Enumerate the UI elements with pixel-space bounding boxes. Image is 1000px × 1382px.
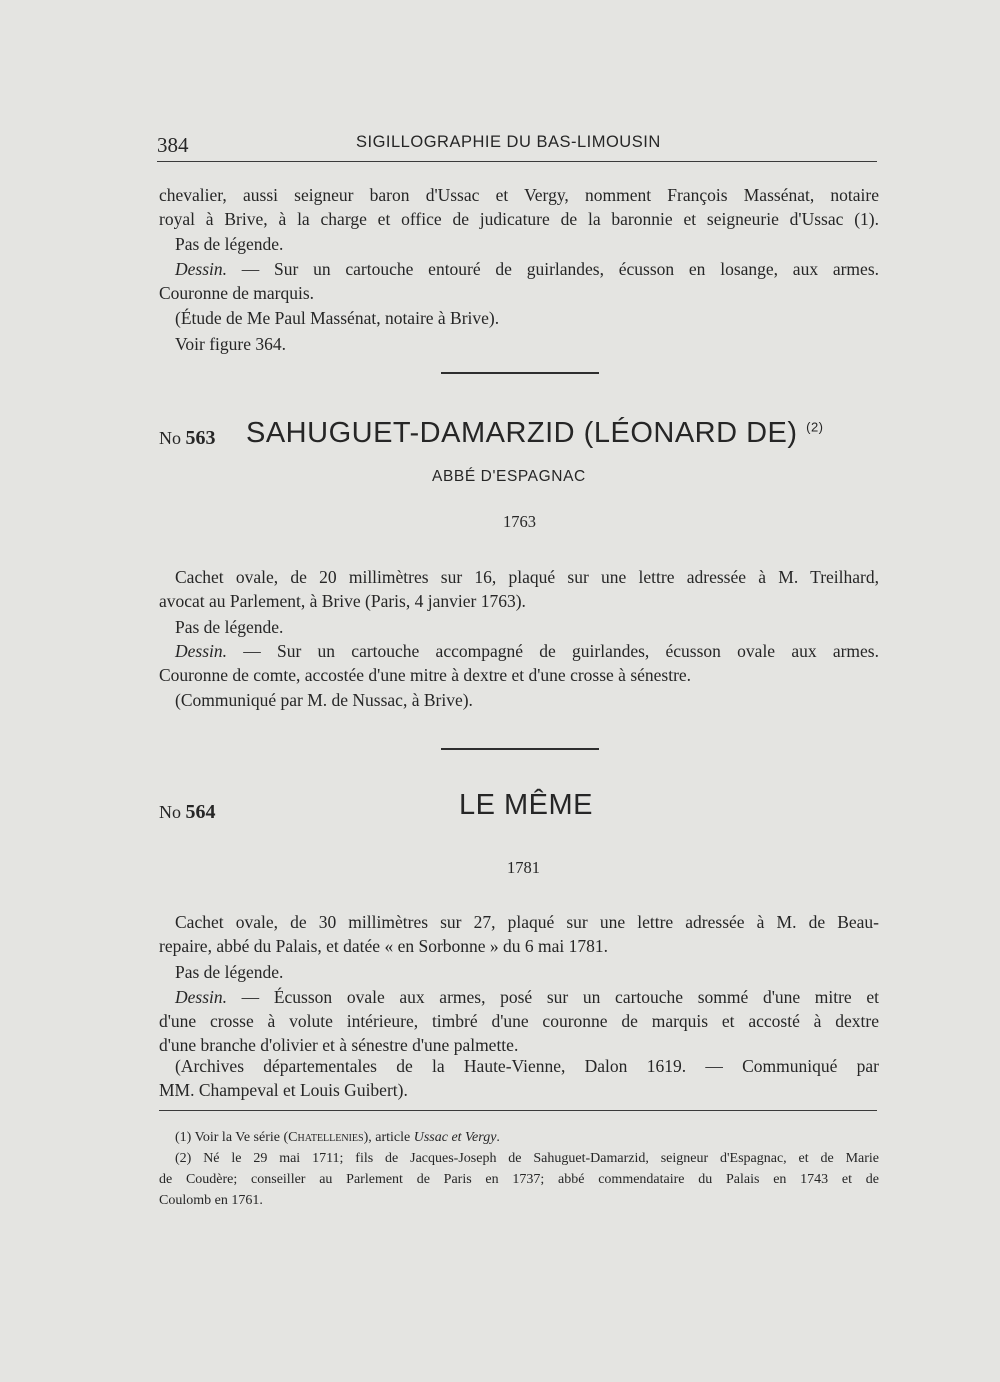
e563-source: (Communiqué par M. de Nussac, à Brive). bbox=[175, 690, 473, 710]
e563-dessin-label: Dessin. bbox=[175, 641, 228, 661]
e564-dessin-line-2: d'une crosse à volute intérieure, timbré d'une couronne de marquis et accosté à dextre bbox=[159, 1011, 879, 1031]
entry-564-title: LE MÊME bbox=[459, 789, 594, 821]
entry-563-desc bbox=[159, 565, 879, 613]
prev-dessin-line-2: Couronne de marquis. bbox=[159, 283, 315, 303]
prev-source: (Étude de Me Paul Massénat, notaire à Brive). bbox=[175, 308, 500, 328]
entry-563-title: SAHUGUET-DAMARZID (LÉONARD DE) $^{(2)}$ bbox=[246, 417, 824, 449]
e564-dessin bbox=[159, 985, 879, 1057]
e563-legend: Pas de légende. bbox=[175, 617, 284, 637]
e563-desc-line-2: avocat au Parlement, à Brive (Paris, 4 janvier 1763). bbox=[159, 591, 526, 611]
e564-source bbox=[159, 1054, 879, 1102]
prev-line-1: chevalier, aussi seigneur baron d'Ussac et Vergy, nomment François Massénat, notaire bbox=[159, 185, 879, 205]
entry-563-subtitle: ABBÉ D'ESPAGNAC bbox=[432, 468, 586, 485]
e564-dessin-line-1: — Écusson ovale aux armes, posé sur un cartouche sommé d'une mitre et bbox=[227, 987, 879, 1007]
footnote-2-line-3: Coulomb en 1761. bbox=[159, 1193, 263, 1208]
footnote-1: (1) Voir la Ve série (Chatellenies), article Ussac et Vergy. bbox=[175, 1130, 500, 1145]
entry-563-year: 1763 bbox=[503, 512, 536, 531]
e563-desc-line-1: Cachet ovale, de 20 millimètres sur 16, plaqué sur une lettre adressée à M. Treilhard, bbox=[175, 567, 879, 587]
running-title: SIGILLOGRAPHIE DU BAS-LIMOUSIN bbox=[356, 133, 661, 151]
footnote-rule bbox=[159, 1110, 877, 1111]
entry-564-year: 1781 bbox=[507, 858, 540, 877]
prev-line-2: royal à Brive, à la charge et office de judicature de la baronnie et seigneurie d'Ussac (1). bbox=[159, 209, 879, 229]
e563-dessin bbox=[159, 639, 879, 687]
prev-dessin bbox=[159, 257, 879, 305]
footnotes bbox=[159, 1127, 879, 1211]
prev-figure: Voir figure 364. bbox=[175, 334, 286, 354]
e563-dessin-line-1: — Sur un cartouche accompagné de guirlandes, écusson ovale aux armes. bbox=[227, 641, 879, 661]
page-number: 384 bbox=[157, 133, 189, 157]
e563-dessin-line-2: Couronne de comte, accostée d'une mitre à dextre et d'une crosse à sénestre. bbox=[159, 665, 692, 685]
prev-legend: Pas de légende. bbox=[175, 234, 284, 254]
entry-563-number: No 563 bbox=[159, 427, 216, 449]
section-separator bbox=[441, 748, 599, 750]
e564-legend: Pas de légende. bbox=[175, 962, 284, 982]
prev-dessin-label: Dessin. bbox=[175, 259, 228, 279]
e564-source-line-1: (Archives départementales de la Haute-Vienne, Dalon 1619. — Communiqué par bbox=[175, 1056, 879, 1076]
e564-dessin-line-3: d'une branche d'olivier et à sénestre d'une palmette. bbox=[159, 1035, 519, 1055]
entry-564-desc bbox=[159, 910, 879, 958]
header-rule bbox=[157, 161, 877, 162]
entry-564-number: No 564 bbox=[159, 801, 216, 823]
section-separator bbox=[441, 372, 599, 374]
footnote-2-line-2: de Coudère; conseiller au Parlement de Paris en 1737; abbé commendataire du Palais en 1743 et de bbox=[159, 1172, 879, 1187]
footnote-ref-2: (2) bbox=[806, 419, 824, 435]
prev-dessin-line-1: — Sur un cartouche entouré de guirlandes, écusson en losange, aux armes. bbox=[227, 259, 879, 279]
e564-desc-line-1: Cachet ovale, de 30 millimètres sur 27, plaqué sur une lettre adressée à M. de Beau- bbox=[175, 912, 879, 932]
e564-source-line-2: MM. Champeval et Louis Guibert). bbox=[159, 1080, 408, 1100]
e564-desc-line-2: repaire, abbé du Palais, et datée « en Sorbonne » du 6 mai 1781. bbox=[159, 936, 609, 956]
e564-dessin-label: Dessin. bbox=[175, 987, 228, 1007]
prev-entry-text bbox=[159, 183, 879, 231]
footnote-2-line-1: (2) Né le 29 mai 1711; fils de Jacques-Joseph de Sahuguet-Damarzid, seigneur d'Espagnac, et de Marie bbox=[175, 1151, 879, 1166]
